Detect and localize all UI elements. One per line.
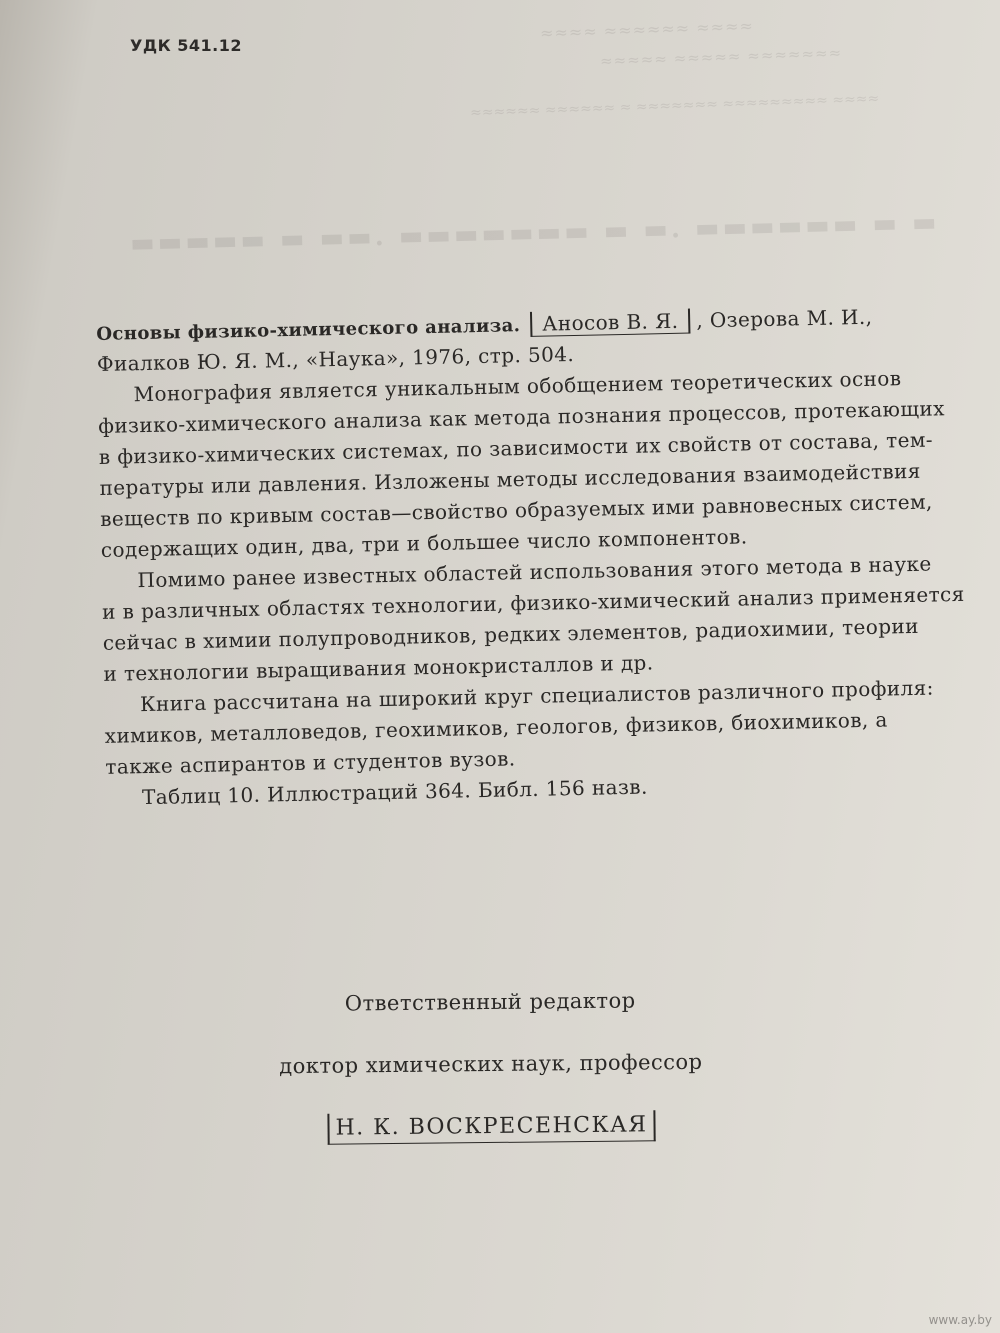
show-through-text: ≈≈≈≈≈ ≈≈≈≈≈ ≈≈≈≈≈≈≈: [599, 43, 843, 71]
text-line: содержащих один, два, три и большее число компонентов.: [100, 524, 748, 562]
text-line: физико-химического анализа как метода познания процессов, протекающих: [98, 396, 945, 438]
abstract-block: [96, 300, 986, 814]
text-line: Книга рассчитана на широкий круг специалистов различного профиля:: [139, 675, 934, 717]
text-line: химиков, металловедов, геохимиков, геологов, физиков, биохимиков, а: [104, 707, 888, 748]
editor-role: Ответственный редактор: [344, 988, 636, 1016]
show-through-text: ≈≈≈≈ ≈≈≈≈≈≈ ≈≈≈≈: [539, 16, 755, 43]
text-line: веществ по кривым состав—свойство образуемых ими равновесных систем,: [99, 489, 933, 531]
show-through-text: ▬▬▬▬▬ ▬ ▬▬. ▬▬▬▬▬▬▬ ▬ ▬. ▬▬▬▬▬▬ ▬ ▬: [129, 207, 940, 259]
text-line: и технологии выращивания монокристаллов и др.: [103, 650, 654, 686]
text-line: Помимо ранее известных областей использования этого метода в науке: [137, 551, 932, 593]
coauthors: , Озерова М. И.,: [696, 304, 873, 333]
author-boxed: Аносов В. Я.: [530, 309, 691, 337]
editor-name-line: [231, 1101, 752, 1168]
udk-code: УДК 541.12: [130, 36, 242, 55]
editor-name-boxed: Н. К. ВОСКРЕСЕНСКАЯ: [327, 1110, 655, 1144]
stats-line: Таблиц 10. Иллюстраций 364. Библ. 156 назв.: [141, 774, 648, 810]
paragraph-1: [97, 362, 981, 566]
text-line: пературы или давления. Изложены методы исследования взаимодействия: [99, 458, 922, 500]
text-line: также аспирантов и студентов вузов.: [105, 746, 516, 779]
editor-block: [230, 977, 752, 1168]
text-line: Монография является уникальным обобщением теоретических основ: [133, 366, 902, 407]
text-line: сейчас в химии полупроводников, редких элементов, радиохимии, теории: [102, 613, 920, 655]
site-watermark: www.ay.by: [928, 1313, 992, 1327]
text-line: в физико-химических системах, по зависимости их свойств от состава, тем-: [98, 427, 934, 469]
book-title: Основы физико-химического анализа.: [96, 315, 521, 345]
text-line: и в различных областях технологии, физико-химический анализ применяется: [101, 581, 965, 624]
citation-line-2: Фиалков Ю. Я. М., «Наука», 1976, стр. 504.: [96, 341, 575, 376]
editor-degree: доктор химических наук, профессор: [279, 1049, 703, 1079]
paragraph-2: [101, 548, 983, 690]
paragraph-3: [104, 671, 986, 782]
show-through-text: ≈≈≈≈≈≈ ≈≈≈≈≈≈ ≈ ≈≈≈≈≈≈≈ ≈≈≈≈≈≈≈≈≈ ≈≈≈≈: [469, 90, 880, 122]
